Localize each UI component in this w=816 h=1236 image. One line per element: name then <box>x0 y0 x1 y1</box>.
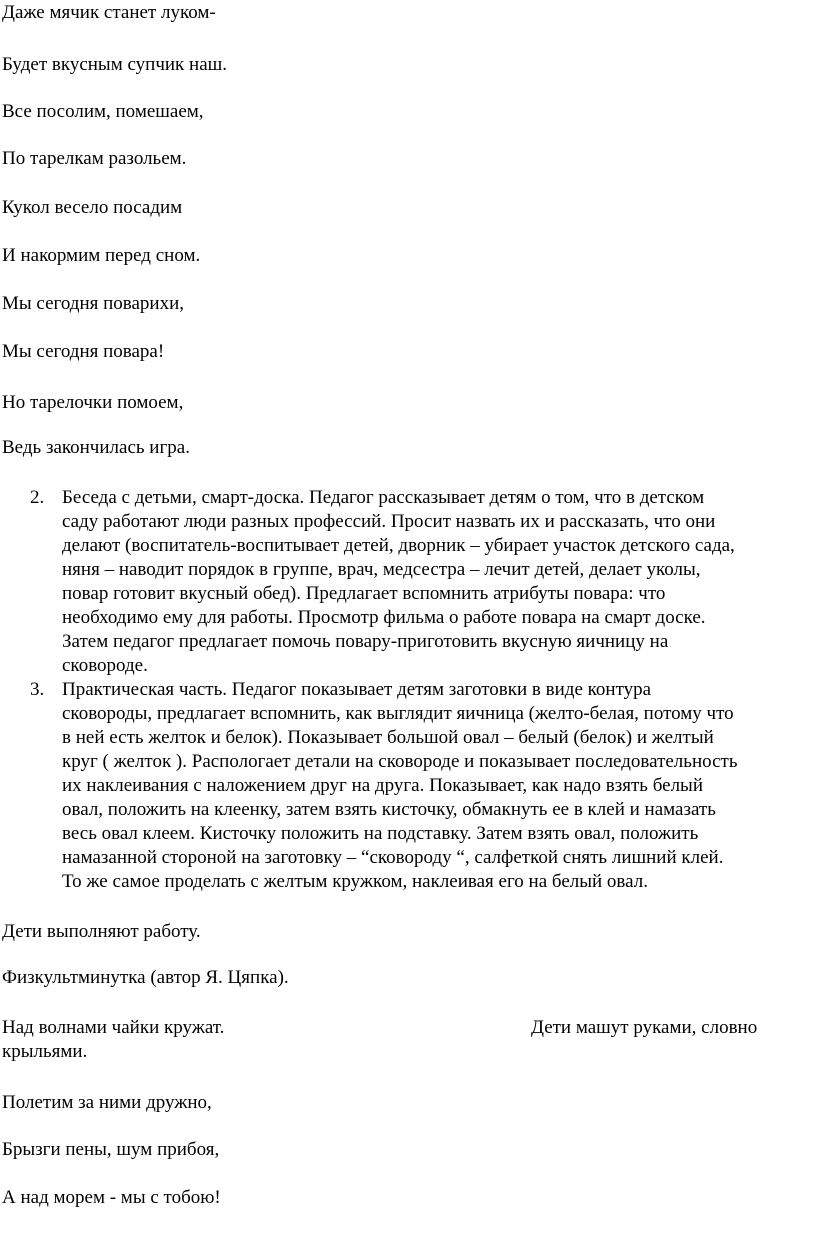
list-item-number: 3. <box>30 679 45 700</box>
text-line: Практическая часть. Педагог показывает детям заготовки в виде контура <box>62 679 652 700</box>
poem-line-10: Ведь закончилась игра. <box>2 437 190 458</box>
text-line: необходимо ему для работы. Просмотр фильма о работе повара на смарт доске. <box>62 607 706 628</box>
text-line: сковороде. <box>62 655 148 676</box>
list-item-text <box>62 678 812 894</box>
text-line: круг ( желток ). Распологает детали на сковороде и показывает последовательность <box>62 751 738 772</box>
text-line: сковороды, предлагает вспомнить, как выглядит яичница (желто-белая, потому что <box>62 703 734 724</box>
text-line: Затем педагог предлагает помочь повару-приготовить вкусную яичницу на <box>62 631 669 652</box>
work-line: Дети выполняют работу. <box>2 921 201 942</box>
text-line: повар готовит вкусный обед). Предлагает вспомнить атрибуты повара: что <box>62 583 666 604</box>
text-line: в ней есть желток и белок). Показывает большой овал – белый (белок) и желтый <box>62 727 714 748</box>
poem-line-5: Кукол весело посадим <box>2 197 183 218</box>
text-line: овал, положить на клеенку, затем взять кисточку, обмакнуть ее в клей и намазать <box>62 799 716 820</box>
verse-note-continued: крыльями. <box>2 1041 88 1062</box>
text-line: их наклеивания с наложением друг на друга. Показывает, как надо взять белый <box>62 775 703 796</box>
poem-line-2: Будет вкусным супчик наш. <box>2 54 228 75</box>
poem-line-9: Но тарелочки помоем, <box>2 392 184 413</box>
verse-line-1: Над волнами чайки кружат. <box>2 1017 225 1038</box>
text-line: делают (воспитатель-воспитывает детей, дворник – убирает участок детского сада, <box>62 535 735 556</box>
verse-line-3: Брызги пены, шум прибоя, <box>2 1139 220 1160</box>
verse-line-4: А над морем - мы с тобою! <box>2 1187 221 1208</box>
text-line: саду работают люди разных профессий. Просит назвать их и рассказать, что они <box>62 511 716 532</box>
text-line: няня – наводит порядок в группе, врач, медсестра – лечит детей, делает уколы, <box>62 559 701 580</box>
verse-note: Дети машут руками, словно <box>531 1017 758 1038</box>
poem-line-6: И накормим перед сном. <box>2 245 201 266</box>
exercise-title: Физкультминутка (автор Я. Цяпка). <box>2 967 289 988</box>
text-line: намазанной стороной на заготовку – “сковороду “, салфеткой снять лишний клей. <box>62 847 724 868</box>
poem-line-8: Мы сегодня повара! <box>2 341 165 362</box>
verse-line-2: Полетим за ними дружно, <box>2 1092 212 1113</box>
poem-line-3: Все посолим, помешаем, <box>2 101 204 122</box>
poem-line-7: Мы сегодня поварихи, <box>2 293 185 314</box>
text-line: То же самое проделать с желтым кружком, наклеивая его на белый овал. <box>62 871 648 892</box>
poem-line-1: Даже мячик станет луком- <box>2 2 216 23</box>
list-item-number: 2. <box>30 487 45 508</box>
text-line: Беседа с детьми, смарт-доска. Педагог рассказывает детям о том, что в детском <box>62 487 705 508</box>
poem-line-4: По тарелкам разольем. <box>2 148 187 169</box>
text-line: весь овал клеем. Кисточку положить на подставку. Затем взять овал, положить <box>62 823 699 844</box>
list-item-text <box>62 486 812 678</box>
